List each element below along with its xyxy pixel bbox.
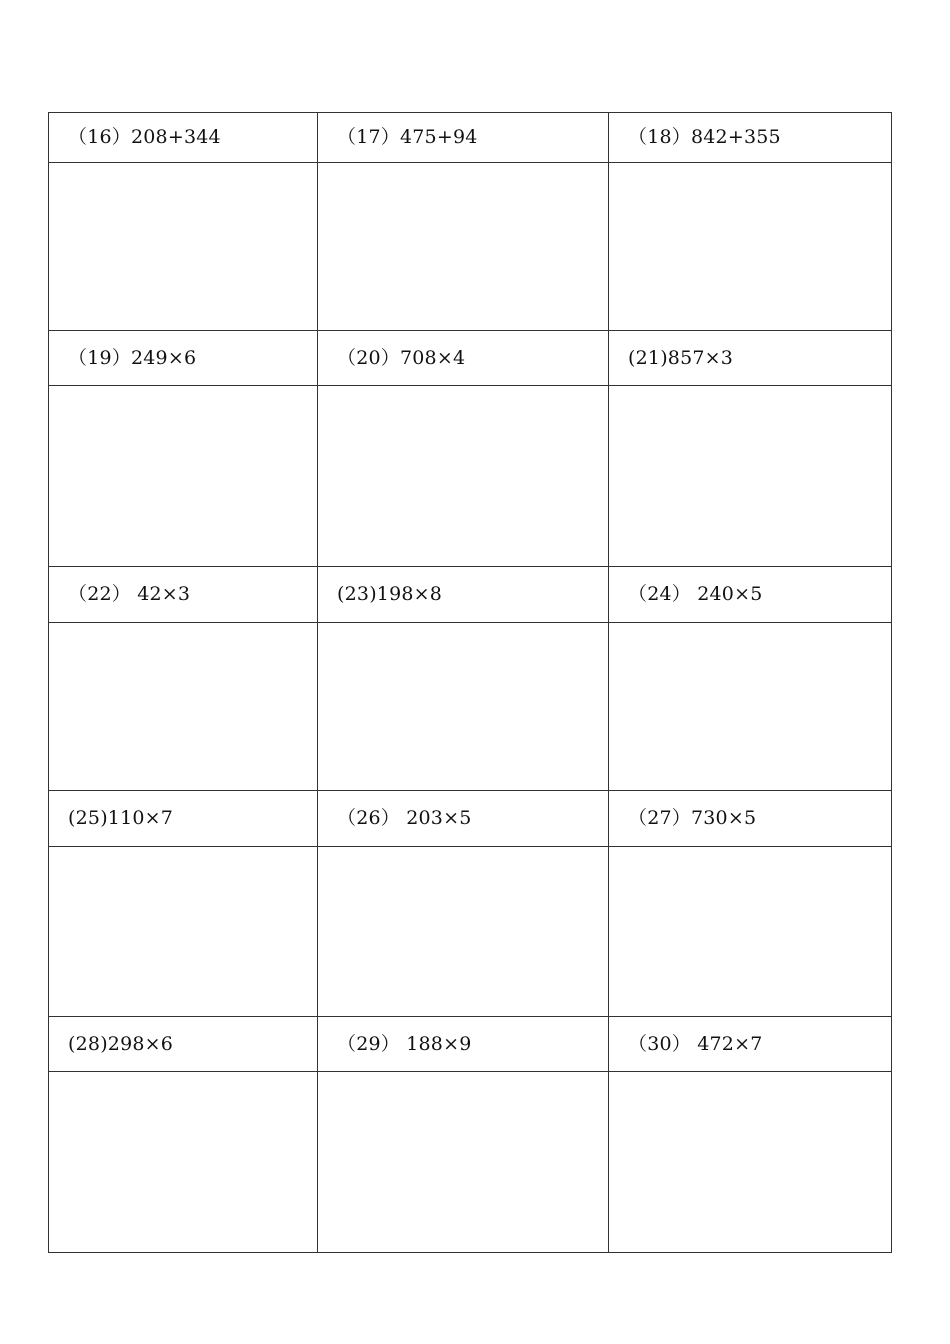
work-space-cell [609,163,892,331]
problem-label: (21)857×3 [628,346,734,369]
problem-cell [609,1017,892,1072]
problem-label: (28)298×6 [68,1032,174,1055]
problem-cell [318,791,609,847]
problem-label-row [49,791,892,847]
problem-label: （17）475+94 [337,126,478,148]
problem-label-row [49,567,892,623]
problem-label: （24） 240×5 [628,583,763,605]
problem-cell [318,1017,609,1072]
work-space-cell [318,386,609,567]
problem-cell [49,1017,318,1072]
problem-label: （19）249×6 [68,346,197,369]
problem-cell [318,113,609,163]
work-space-cell [609,623,892,791]
problem-cell [609,567,892,623]
work-space-cell [318,847,609,1017]
work-space-row [49,386,892,567]
problem-cell [609,113,892,163]
work-space-cell [318,163,609,331]
work-space-cell [609,847,892,1017]
problem-cell [318,567,609,623]
work-space-cell [49,163,318,331]
problem-label: （16）208+344 [68,126,221,148]
problem-label: （29） 188×9 [337,1032,472,1055]
problem-label: （18）842+355 [628,126,781,148]
work-space-row [49,847,892,1017]
problem-label: （30） 472×7 [628,1032,763,1055]
arithmetic-worksheet-table [48,112,892,1253]
work-space-cell [609,386,892,567]
work-space-row [49,163,892,331]
problem-cell [49,113,318,163]
work-space-row [49,1072,892,1253]
problem-cell [609,331,892,386]
work-space-cell [318,1072,609,1253]
work-space-cell [49,847,318,1017]
work-space-cell [49,623,318,791]
problem-label-row [49,113,892,163]
work-space-cell [49,386,318,567]
problem-label: （27）730×5 [628,807,757,829]
problem-label-row [49,1017,892,1072]
work-space-cell [49,1072,318,1253]
problem-label-row [49,331,892,386]
work-space-row [49,623,892,791]
problem-cell [318,331,609,386]
problem-label: （26） 203×5 [337,807,472,829]
problem-label: (25)110×7 [68,807,174,829]
work-space-cell [609,1072,892,1253]
problem-label: （20）708×4 [337,346,466,369]
problem-cell [49,791,318,847]
problem-cell [609,791,892,847]
problem-label: （22） 42×3 [68,583,191,605]
problem-label: (23)198×8 [337,583,443,605]
problem-cell [49,567,318,623]
problem-cell [49,331,318,386]
work-space-cell [318,623,609,791]
